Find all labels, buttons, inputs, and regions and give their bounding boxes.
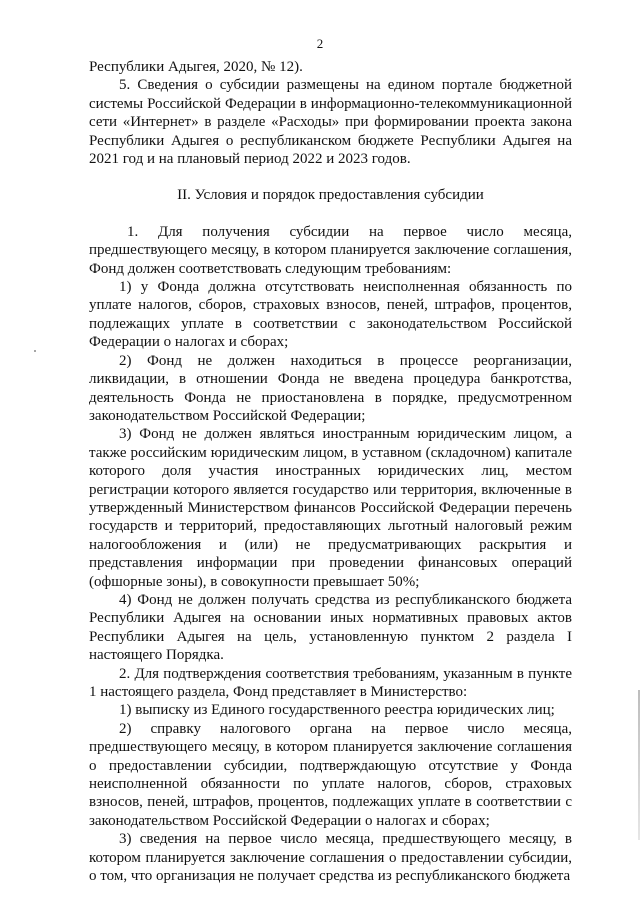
paragraph-document-2: 2) справку налогового органа на первое число месяца, предшествующего месяцу, в котором планируется заключение соглашения о предоставлении субсидии, подтверждающую отсутствие у Фонда неисполненной обязанности по уплате налогов, сборов, страховых взносов, пеней, штрафов, процентов, подлежащих уплате в соответствии с законодательством Российской Федерации о налогах и сборах; (89, 720, 572, 829)
scan-artifact-dot (34, 350, 36, 352)
page-number: 2 (316, 36, 324, 51)
section-heading: II. Условия и порядок предоставления субсидии (177, 187, 484, 204)
paragraph-subclause-2: 2) Фонд не должен находиться в процессе реорганизации, ликвидации, в отношении Фонда не введена процедура банкротства, деятельность Фонда не приостановлена в порядке, предусмотренном законодательством Российской Федерации; (89, 352, 572, 424)
document-body (89, 58, 572, 885)
paragraph-subclause-1: 1) у Фонда должна отсутствовать неисполненная обязанность по уплате налогов, сборов, страховых взносов, пеней, штрафов, процентов, подлежащих уплате в соответствии с законодательством Российской Федерации о налогах и сборах; (89, 279, 572, 351)
paragraph-subclause-3: 3) Фонд не должен являться иностранным юридическим лицом, а также российским юридическим лицом, в уставном (складочном) капитале которого доля участия иностранных юридических лиц, местом регистрации которого является государство или территория, включенные в утвержденный Министерством финансов Российской Федерации перечень государств и территорий, предоставляющих льготный налоговый режим налогообложения и (или) не предусматривающих раскрытия и представления информации при проведении финансовых операций (офшорные зоны), в совокупности превышает 50%; (89, 426, 572, 590)
paragraph-document-3: 3) сведения на первое число месяца, предшествующего месяцу, в котором планируется заключение соглашения о предоставлении субсидии, о том, что организация не получает средства из республиканского бюджета (89, 831, 572, 885)
paragraph-clause-2: 2. Для подтверждения соответствия требованиям, указанным в пункте 1 настоящего раздела, Фонд представляет в Министерство: (89, 665, 572, 700)
paragraph-continuation: Республики Адыгея, 2020, № 12). (89, 59, 303, 75)
paragraph-subclause-4: 4) Фонд не должен получать средства из республиканского бюджета Республики Адыгея на основании иных нормативных правовых актов Республики Адыгея на цель, установленную пунктом 2 раздела I настоящего Порядка. (89, 591, 572, 664)
paragraph-item-5: 5. Сведения о субсидии размещены на едином портале бюджетной системы Российской Федерации в информационно-телекоммуникационной сети «Интернет» в разделе «Расходы» при формировании проекта закона Республики Адыгея о республиканском бюджете Республики Адыгея на 2021 год и на плановый период 2022 и 2023 годов. (89, 77, 572, 168)
paragraph-document-1: 1) выписку из Единого государственного реестра юридических лиц; (119, 702, 555, 719)
paragraph-clause-1: 1. Для получения субсидии на первое число месяца, предшествующего месяцу, в котором планируется заключение соглашения, Фонд должен соответствовать следующим требованиям: (89, 223, 572, 277)
